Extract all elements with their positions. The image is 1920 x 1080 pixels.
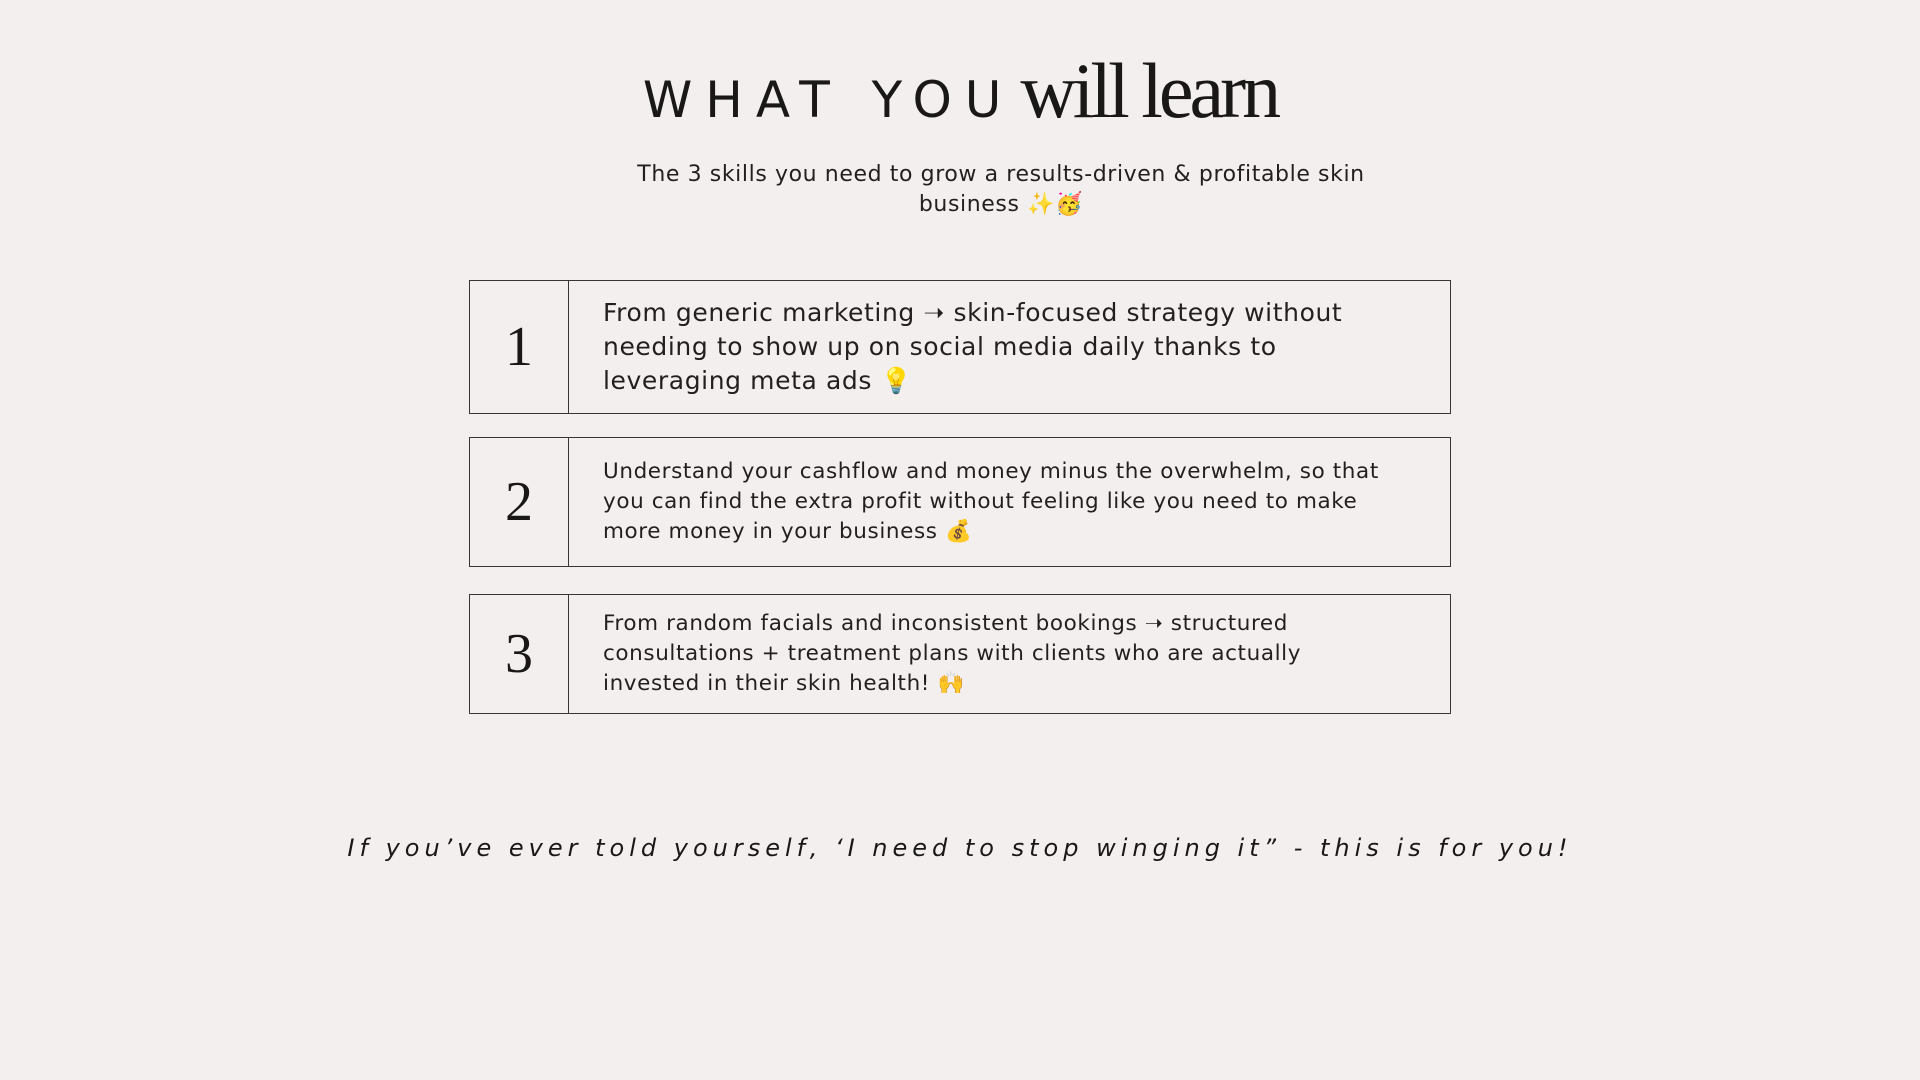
tagline: If you’ve ever told yourself, ‘I need to stop winging it” - this is for you! [347,834,1573,862]
skill-description-2-container [569,438,1450,566]
title-caps: WHAT YOU [642,71,1015,129]
page-title [0,46,1920,136]
subtitle: The 3 skills you need to grow a results-driven & profitable skin business ✨🥳 [637,162,1365,217]
skill-description-2: Understand your cashflow and money minus the overwhelm, so that you can find the extra profit without feeling like you need to make more money in your business 💰 [603,459,1379,544]
skill-number-2: 2 [470,438,569,566]
skill-number-3: 3 [470,595,569,713]
skill-row-3 [469,594,1451,714]
title-script: will learn [1020,47,1278,134]
skill-description-3: From random facials and inconsistent bookings ➝ structured consultations + treatment plans with clients who are actually invested in their skin health! 🙌 [603,611,1302,696]
skill-description-3-container [569,595,1450,713]
skill-description-1-container [569,281,1450,413]
skill-row-1 [469,280,1451,414]
skill-row-2 [469,437,1451,567]
skill-description-1: From generic marketing ➝ skin-focused strategy without needing to show up on social media daily thanks to leveraging meta ads 💡 [603,298,1343,395]
skill-number-1: 1 [470,281,569,413]
